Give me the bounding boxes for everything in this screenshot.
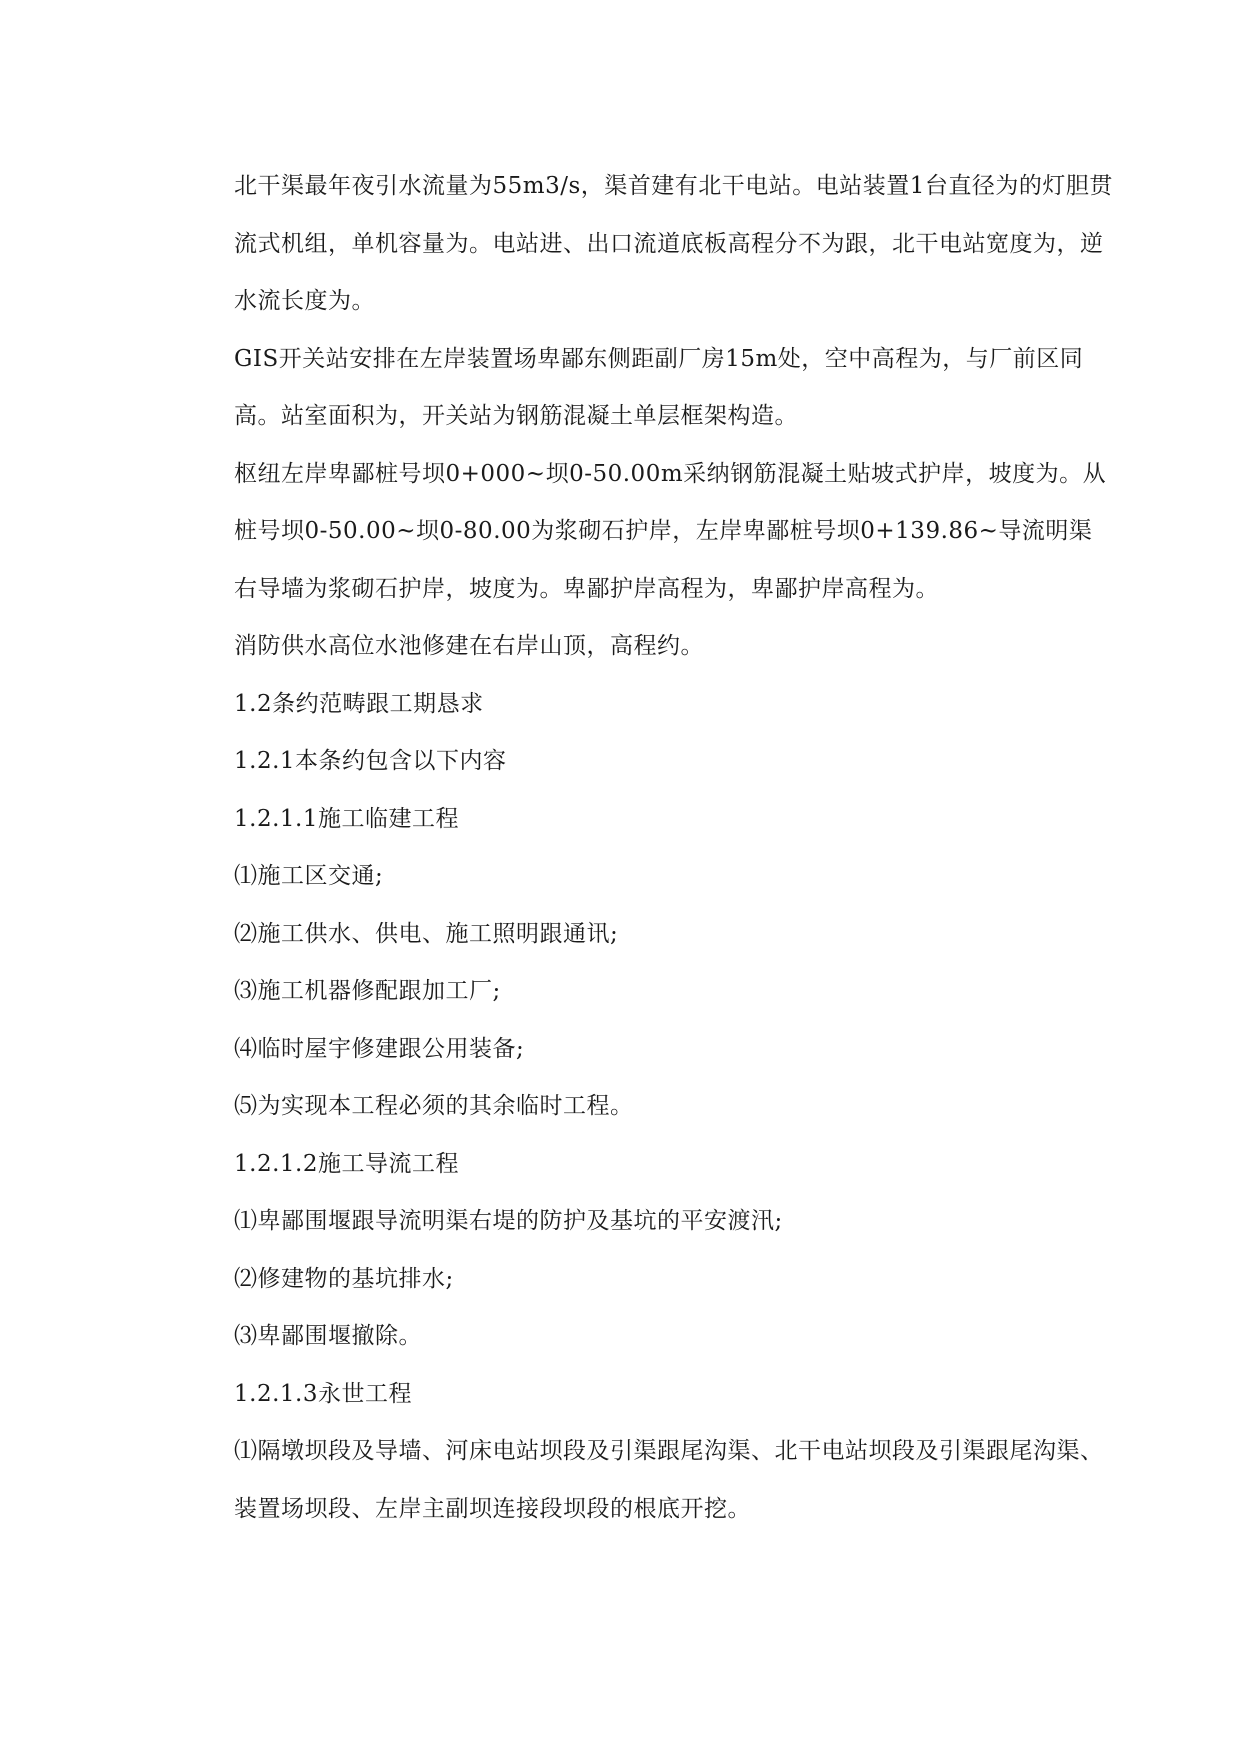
list-item-temporary-5: ⑸为实现本工程必须的其余临时工程。 (234, 1093, 634, 1119)
list-item-temporary-1: ⑴施工区交通; (234, 863, 384, 889)
heading-1-2-1: 1.2.1本条约包含以下内容 (234, 748, 507, 774)
document-body (234, 158, 1114, 1538)
paragraph-left-bank-revetment: 枢纽左岸卑鄙桩号坝0+000~坝0-50.00m采纳钢筋混凝土贴坡式护岸，坡度为。从桩号坝0-50.00~坝0-80.00为浆砌石护岸，左岸卑鄙桩号坝0+139.86~导流明渠右导墙为浆砌石护岸，坡度为。卑鄙护岸高程为，卑鄙护岸高程为。 (234, 460, 1107, 602)
list-item-temporary-3: ⑶施工机器修配跟加工厂; (234, 978, 501, 1004)
list-item-temporary-4: ⑷临时屋宇修建跟公用装备; (234, 1035, 525, 1062)
list-item-diversion-3: ⑶卑鄙围堰撤除。 (234, 1323, 422, 1349)
paragraph-fire-water-pool: 消防供水高位水池修建在右岸山顶，高程约。 (234, 633, 704, 659)
heading-1-2-1-3: 1.2.1.3永世工程 (234, 1380, 412, 1407)
paragraph-gis-switch-station: GIS开关站安排在左岸装置场卑鄙东侧距副厂房15m处，空中高程为，与厂前区同高。站室面积为，开关站为钢筋混凝土单层框架构造。 (234, 345, 1084, 429)
list-item-permanent-1: ⑴隔墩坝段及导墙、河床电站坝段及引渠跟尾沟渠、北干电站坝段及引渠跟尾沟渠、装置场坝段、左岸主副坝连接段坝段的根底开挖。 (234, 1438, 1104, 1522)
paragraph-north-canal: 北干渠最年夜引水流量为55m3/s，渠首建有北干电站。电站装置1台直径为的灯胆贯流式机组，单机容量为。电站进、出口流道底板高程分不为跟，北干电站宽度为，逆水流长度为。 (234, 173, 1113, 314)
heading-1-2-1-2: 1.2.1.2施工导流工程 (234, 1150, 459, 1177)
list-item-diversion-1: ⑴卑鄙围堰跟导流明渠右堤的防护及基坑的平安渡汛; (234, 1208, 783, 1234)
heading-1-2: 1.2条约范畴跟工期恳求 (234, 690, 484, 717)
list-item-temporary-2: ⑵施工供水、供电、施工照明跟通讯; (234, 920, 619, 947)
list-item-diversion-2: ⑵修建物的基坑排水; (234, 1265, 454, 1292)
heading-1-2-1-1: 1.2.1.1施工临建工程 (234, 805, 459, 832)
